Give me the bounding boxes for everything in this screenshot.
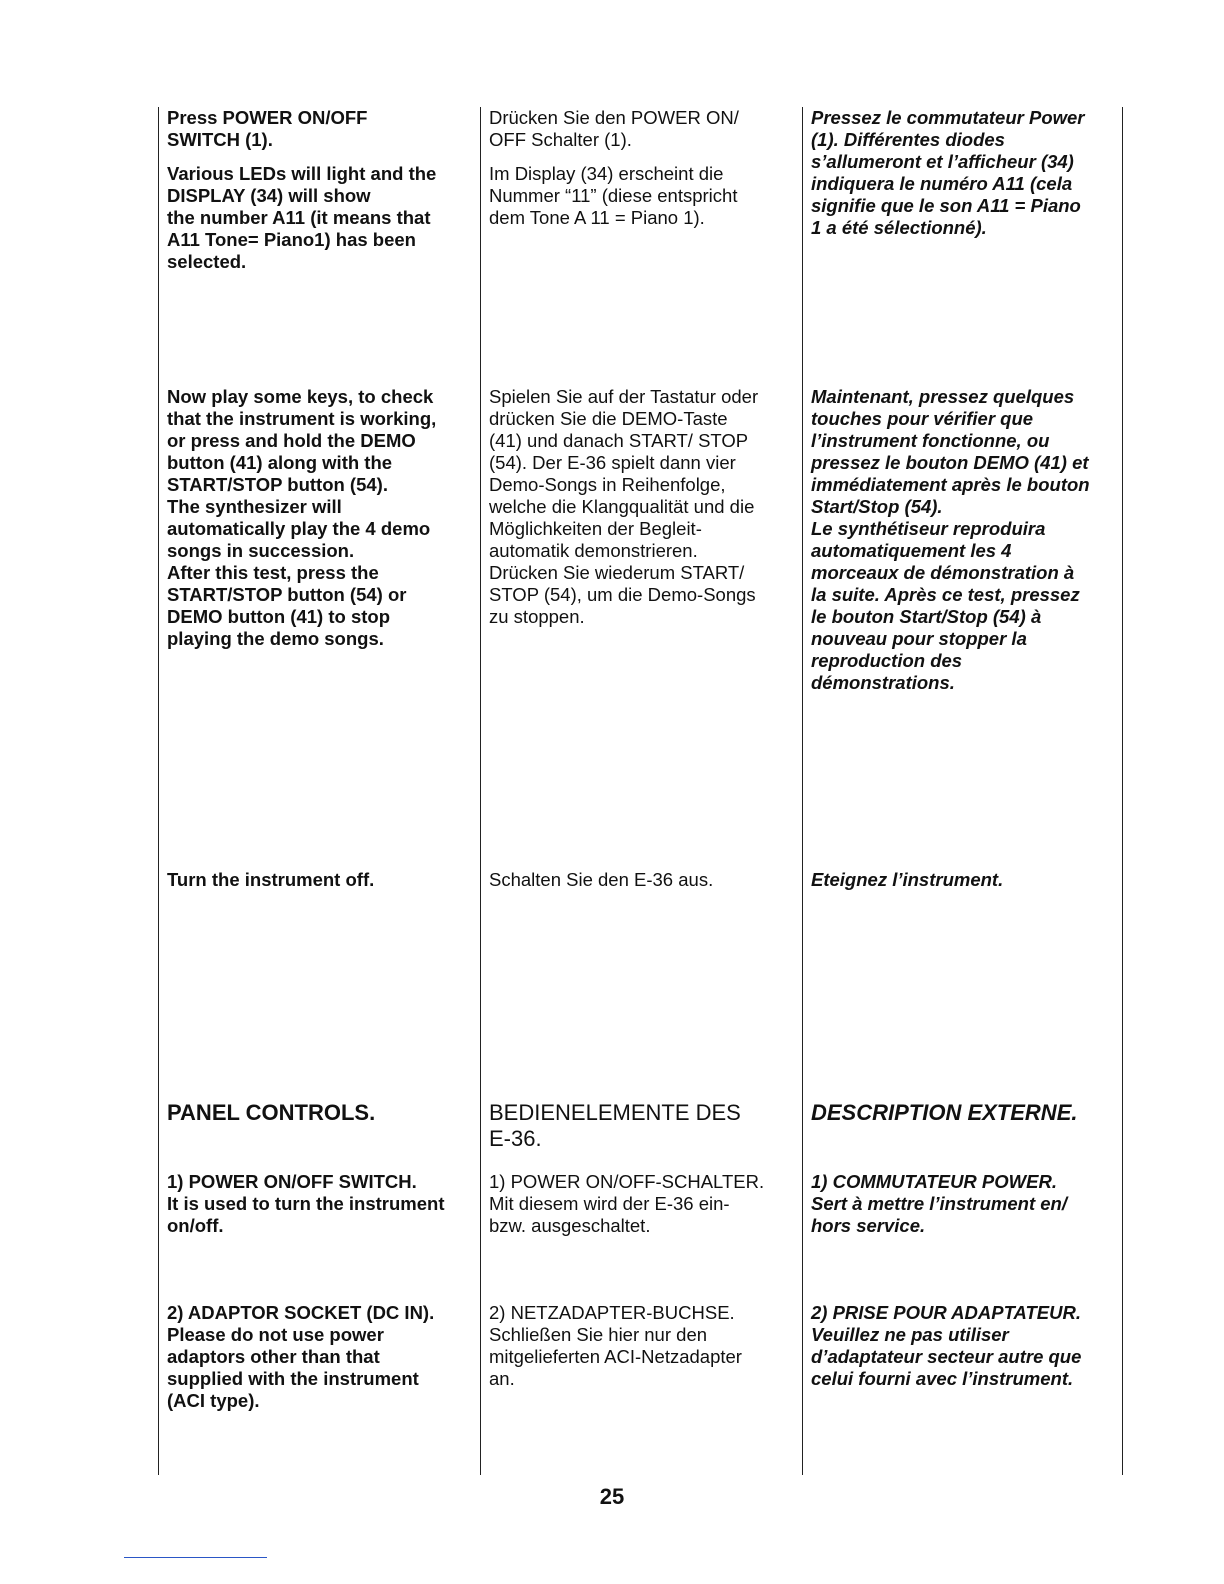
- column-rule-3: [802, 107, 803, 1475]
- de-power-on-step: Drücken Sie den POWER ON/ OFF Schalter (1).: [489, 107, 739, 150]
- en-heading-block: [167, 1100, 471, 1138]
- de-item-1-block: [489, 1171, 793, 1249]
- en-demo-block: [167, 386, 471, 662]
- fr-item-1-block: [811, 1171, 1115, 1249]
- fr-demo-block: [811, 386, 1115, 706]
- en-power-on-result: Various LEDs will light and the DISPLAY (34) will show the number A11 (it means that A11 Tone= Piano1) has been selected.: [167, 163, 437, 272]
- de-power-on-result: Im Display (34) erscheint die Nummer “11” (diese entspricht dem Tone A 11 = Piano 1).: [489, 163, 738, 228]
- en-section-heading: PANEL CONTROLS.: [167, 1100, 376, 1125]
- de-demo-text: Spielen Sie auf der Tastatur oder drücken Sie die DEMO-Taste (41) und danach START/ STOP (54). Der E-36 spielt dann vier Demo-Songs in Reihenfolge, welche die Klangqualität und die Möglichkeiten der Begleit- automatik demonstrieren. Drücken Sie wiederum START/ STOP (54), um die Demo-Songs zu stoppen.: [489, 386, 759, 627]
- en-turn-off-text: Turn the instrument off.: [167, 869, 375, 890]
- fr-power-on-block: [811, 107, 1115, 251]
- en-power-on-step: Press POWER ON/OFF SWITCH (1).: [167, 107, 368, 150]
- fr-turn-off-block: [811, 869, 1115, 903]
- fr-section-heading: DESCRIPTION EXTERNE.: [811, 1100, 1078, 1125]
- de-item-2-block: [489, 1302, 793, 1402]
- fr-heading-block: [811, 1100, 1115, 1138]
- column-rule-4: [1122, 107, 1123, 1475]
- de-item-2: 2) NETZADAPTER-BUCHSE. Schließen Sie hier nur den mitgelieferten ACI-Netzadapter an.: [489, 1302, 742, 1389]
- en-item-2: 2) ADAPTOR SOCKET (DC IN). Please do not use power adaptors other than that supplied with the instrument (ACI type).: [167, 1302, 435, 1411]
- page-number: 25: [599, 1484, 625, 1509]
- en-power-on-block: [167, 107, 471, 285]
- column-rule-2: [480, 107, 481, 1475]
- fr-turn-off-text: Eteignez l’instrument.: [811, 869, 1004, 890]
- column-rule-1: [158, 107, 159, 1475]
- de-section-heading: BEDIENELEMENTE DES E-36.: [489, 1100, 741, 1151]
- en-item-1-block: [167, 1171, 471, 1249]
- en-turn-off-block: [167, 869, 471, 903]
- de-demo-block: [489, 386, 793, 640]
- fr-item-1: 1) COMMUTATEUR POWER. Sert à mettre l’instrument en/ hors service.: [811, 1171, 1067, 1236]
- en-item-1: 1) POWER ON/OFF SWITCH. It is used to turn the instrument on/off.: [167, 1171, 445, 1236]
- en-demo-text: Now play some keys, to check that the instrument is working, or press and hold the DEMO button (41) along with the START/STOP button (54). The synthesizer will automatically play the 4 demo songs in succession. After this test, press the START/STOP button (54) or DEMO button (41) to stop playing the demo songs.: [167, 386, 437, 649]
- de-heading-block: [489, 1100, 793, 1164]
- de-turn-off-text: Schalten Sie den E-36 aus.: [489, 869, 714, 890]
- en-item-2-block: [167, 1302, 471, 1424]
- de-item-1: 1) POWER ON/OFF-SCHALTER. Mit diesem wird der E-36 ein- bzw. ausgeschaltet.: [489, 1171, 765, 1236]
- fr-demo-text: Maintenant, pressez quelques touches pour vérifier que l’instrument fonctionne, ou pressez le bouton DEMO (41) et immédiatement après le bouton Start/Stop (54). Le synthétiseur reproduira automatiquement les 4 morceaux de démonstration à la suite. Après ce test, pressez le bouton Start/Stop (54) à nouveau pour stopper la reproduction des démonstrations.: [811, 386, 1090, 693]
- fr-item-2-block: [811, 1302, 1115, 1402]
- de-turn-off-block: [489, 869, 793, 903]
- fr-power-on-text: Pressez le commutateur Power (1). Différentes diodes s’allumeront et l’afficheur (34) indiquera le numéro A11 (cela signifie que le son A11 = Piano 1 a été sélectionné).: [811, 107, 1085, 238]
- fr-item-2: 2) PRISE POUR ADAPTATEUR. Veuillez ne pas utiliser d’adaptateur secteur autre que celui fourni avec l’instrument.: [811, 1302, 1082, 1389]
- de-power-on-block: [489, 107, 793, 241]
- footer-divider: [124, 1557, 267, 1558]
